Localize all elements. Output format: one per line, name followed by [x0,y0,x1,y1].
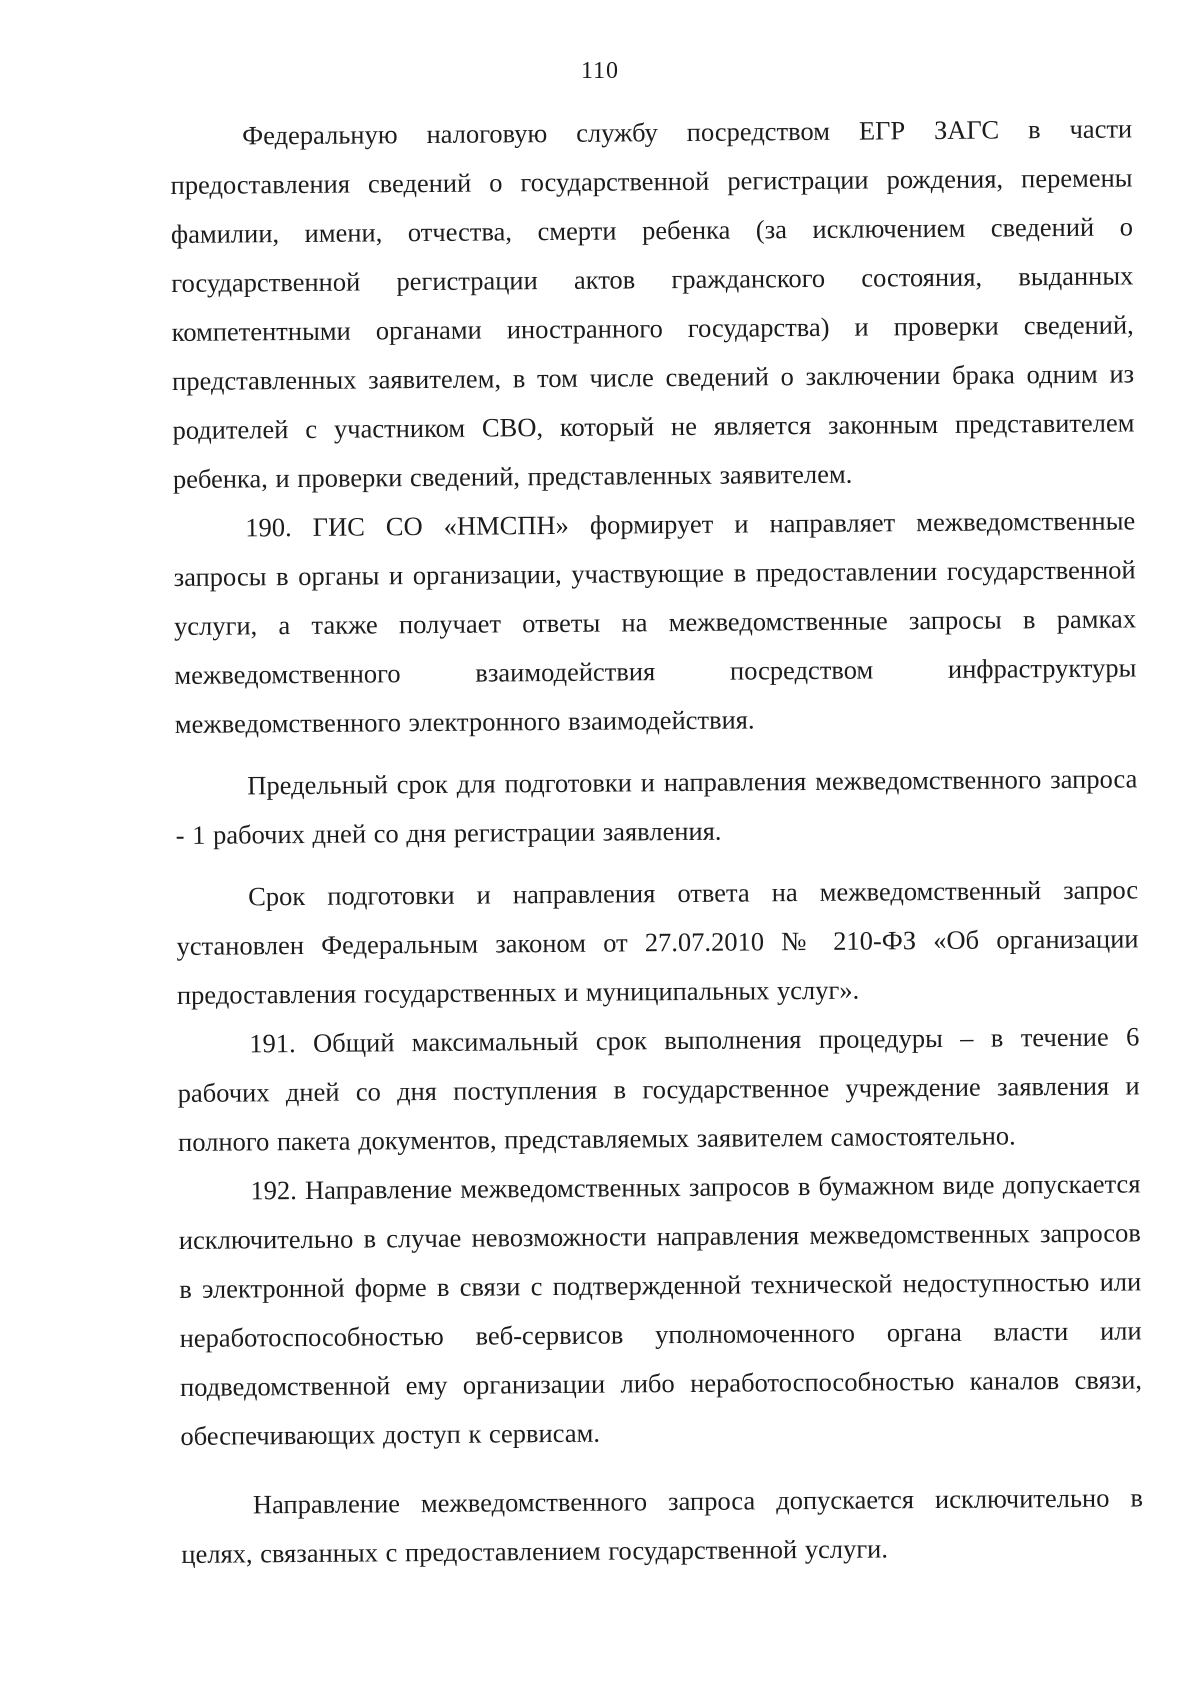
paragraph-190: 190. ГИС СО «НМСПН» формирует и направляет межведомственные запросы в органы и организации, участвующие в предоставлении государственной услуги, а также получает ответы на межведомственные запросы в рамках межведомственного взаимодействия посредством инфраструктуры межведомственного электронного взаимодействия. [173,505,1137,739]
paragraph-fns-egr-zags: Федеральную налоговую службу посредством ЕГР ЗАГС в части предоставления сведений о государственной регистрации рождения, перемены фамилии, имени, отчества, смерти ребенка (за исключением сведений о государственной регистрации актов гражданского состояния, выданных компетентными органами иностранного государства) и проверки сведений, представленных заявителем, в том числе сведений о заключении брака одним из родителей с участником СВО, который не является законным представителем ребенка, и проверки сведений, представленных заявителем. [170,113,1135,494]
paragraph-request-purpose: Направление межведомственного запроса допускается исключительно в целях, связанных с предоставлением государственной услуги. [181,1482,1144,1569]
paragraph-191: 191. Общий максимальный срок выполнения процедуры – в течение 6 рабочих дней со дня поступления в государственное учреждение заявления и полного пакета документов, представляемых заявителем самостоятельно. [177,1021,1140,1157]
paragraph-response-term: Срок подготовки и направления ответа на межведомственный запрос установлен Федеральным законом от 27.07.2010 № 210-ФЗ «Об организации предоставления государственных и муниципальных услуг». [176,874,1139,1010]
document-body [170,104,1143,1579]
paragraph-request-deadline: Предельный срок для подготовки и направления межведомственного запроса - 1 рабочих дней со дня регистрации заявления. [175,763,1138,850]
page-number: 110 [580,58,620,84]
paragraph-192: 192. Направление межведомственных запросов в бумажном виде допускается исключительно в случае невозможности направления межведомственных запросов в электронной форме в связи с подтвержденной технической недоступностью или неработоспособностью веб-сервисов уполномоченного органа власти или подведомственной ему организации либо неработоспособностью каналов связи, обеспечивающих доступ к сервисам. [178,1168,1143,1451]
